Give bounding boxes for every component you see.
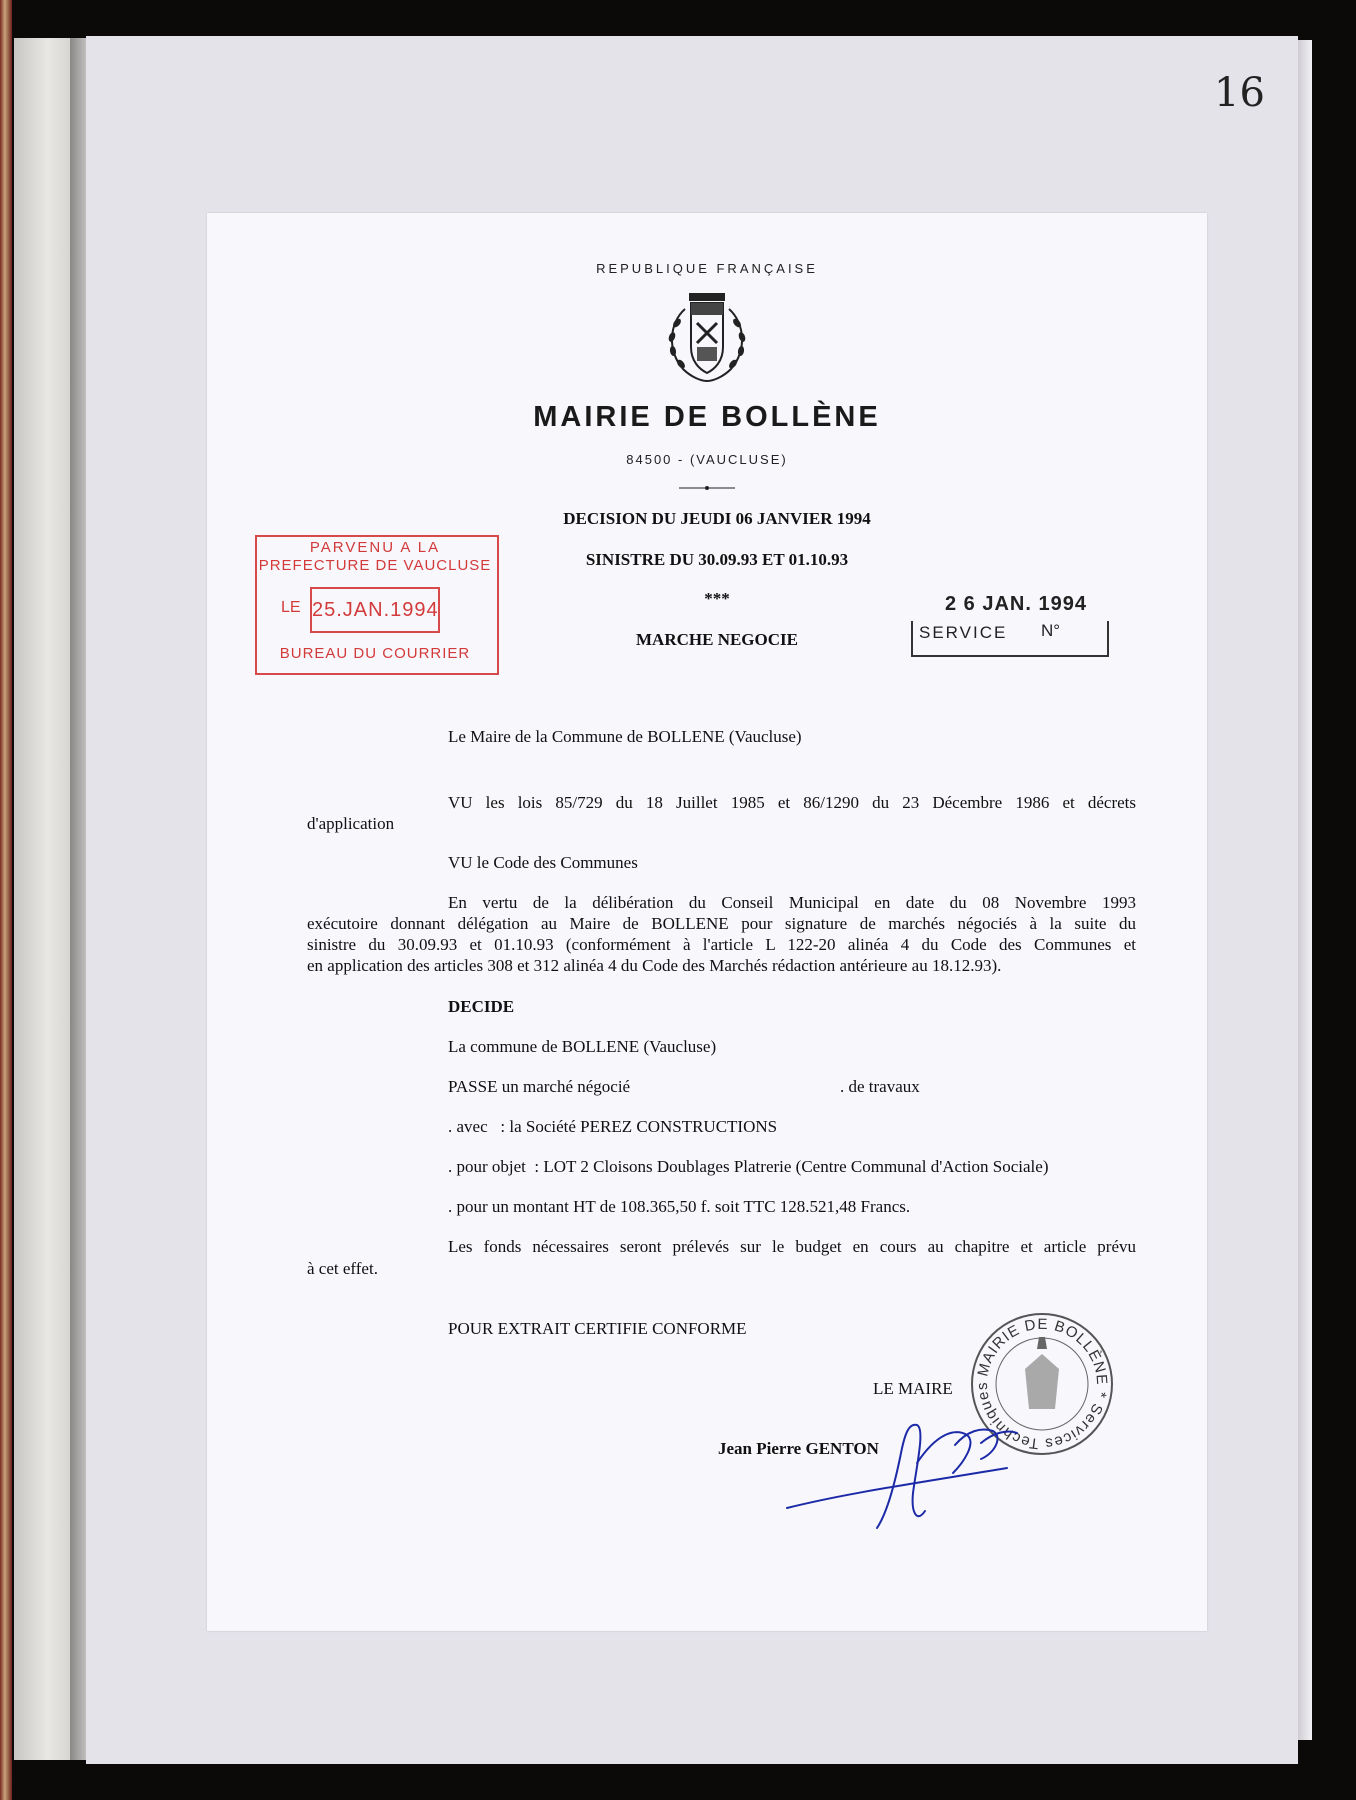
objet-line: . pour objet : LOT 2 Cloisons Doublages Platrerie (Centre Communal d'Action Sociale): [448, 1157, 1049, 1176]
coat-of-arms-icon: [655, 289, 759, 385]
stars-separator: ***: [704, 589, 730, 608]
stamp-line-2: PREFECTURE DE VAUCLUSE: [258, 557, 492, 574]
prefecture-stamp: [255, 535, 499, 675]
book-binding: [0, 0, 12, 1800]
stamp-line-1: PARVENU A LA: [309, 539, 441, 556]
header-republic: REPUBLIQUE FRANÇAISE: [596, 261, 818, 276]
vertu-line-4: en application des articles 308 et 312 alinéa 4 du Code des Marchés rédaction antérieure au 18.12.93).: [307, 956, 1002, 975]
vu-lois-line-2: d'application: [307, 814, 395, 833]
commune-line: La commune de BOLLENE (Vaucluse): [448, 1037, 717, 1056]
signatory-name: Jean Pierre GENTON: [718, 1439, 879, 1458]
service-stamp: [907, 593, 1117, 659]
ornament-divider: [679, 485, 735, 491]
le-maire-label: LE MAIRE: [873, 1379, 953, 1398]
intro-paragraph: Le Maire de la Commune de BOLLENE (Vaucluse): [448, 727, 802, 746]
extrait-line: POUR EXTRAIT CERTIFIE CONFORME: [448, 1319, 747, 1338]
decision-title: DECISION DU JEUDI 06 JANVIER 1994: [563, 509, 871, 528]
fonds-line-1: Les fonds nécessaires seront prélevés sur le budget en cours au chapitre et article prévu: [448, 1237, 1136, 1256]
vertu-line-1: En vertu de la délibération du Conseil Municipal en date du 08 Novembre 1993: [448, 893, 1136, 912]
sinistre-title: SINISTRE DU 30.09.93 ET 01.10.93: [585, 550, 849, 569]
fonds-line-2: à cet effet.: [307, 1259, 378, 1278]
montant-line: . pour un montant HT de 108.365,50 f. soit TTC 128.521,48 Francs.: [448, 1197, 911, 1216]
marche-title: MARCHE NEGOCIE: [636, 630, 798, 649]
stamp-le: LE: [281, 599, 301, 616]
left-page-edge: [14, 38, 70, 1760]
travaux-label: . de travaux: [840, 1077, 920, 1096]
sheet-edge: [1298, 40, 1312, 1740]
header-address: 84500 - (VAUCLUSE): [626, 452, 788, 467]
svg-text:MAIRIE DE BOLLÈNE * Services T: MAIRIE DE BOLLÈNE * Services Techniques: [973, 1315, 1111, 1453]
folio-number: 16: [1214, 70, 1265, 116]
vu-lois-line-1: VU les lois 85/729 du 18 Juillet 1985 et 86/1290 du 23 Décembre 1986 et décrets: [448, 793, 1136, 812]
vertu-line-3: sinistre du 30.09.93 et 01.10.93 (conformément à l'article L 122-20 alinéa 4 du Code des Communes et: [307, 935, 1136, 954]
passe-line: PASSE un marché négocié: [448, 1077, 631, 1096]
decide-heading: DECIDE: [448, 997, 515, 1016]
stamp-date: 25.JAN.1994: [310, 587, 440, 633]
vertu-line-2: exécutoire donnant délégation au Maire de BOLLENE pour signature de marchés négociés à la suite du: [307, 914, 1136, 933]
avec-line: . avec : la Société PEREZ CONSTRUCTIONS: [448, 1117, 778, 1136]
service-stamp-label: SERVICE: [919, 623, 1008, 642]
service-stamp-date: 2 6 JAN. 1994: [945, 593, 1087, 615]
vu-code: VU le Code des Communes: [448, 853, 638, 872]
handwritten-signature: [767, 1373, 1027, 1543]
header-mairie: MAIRIE DE BOLLÈNE: [533, 401, 881, 433]
stamp-line-3: BUREAU DU COURRIER: [279, 645, 471, 662]
service-stamp-no: N°: [1041, 621, 1061, 640]
document-page: [207, 213, 1207, 1631]
